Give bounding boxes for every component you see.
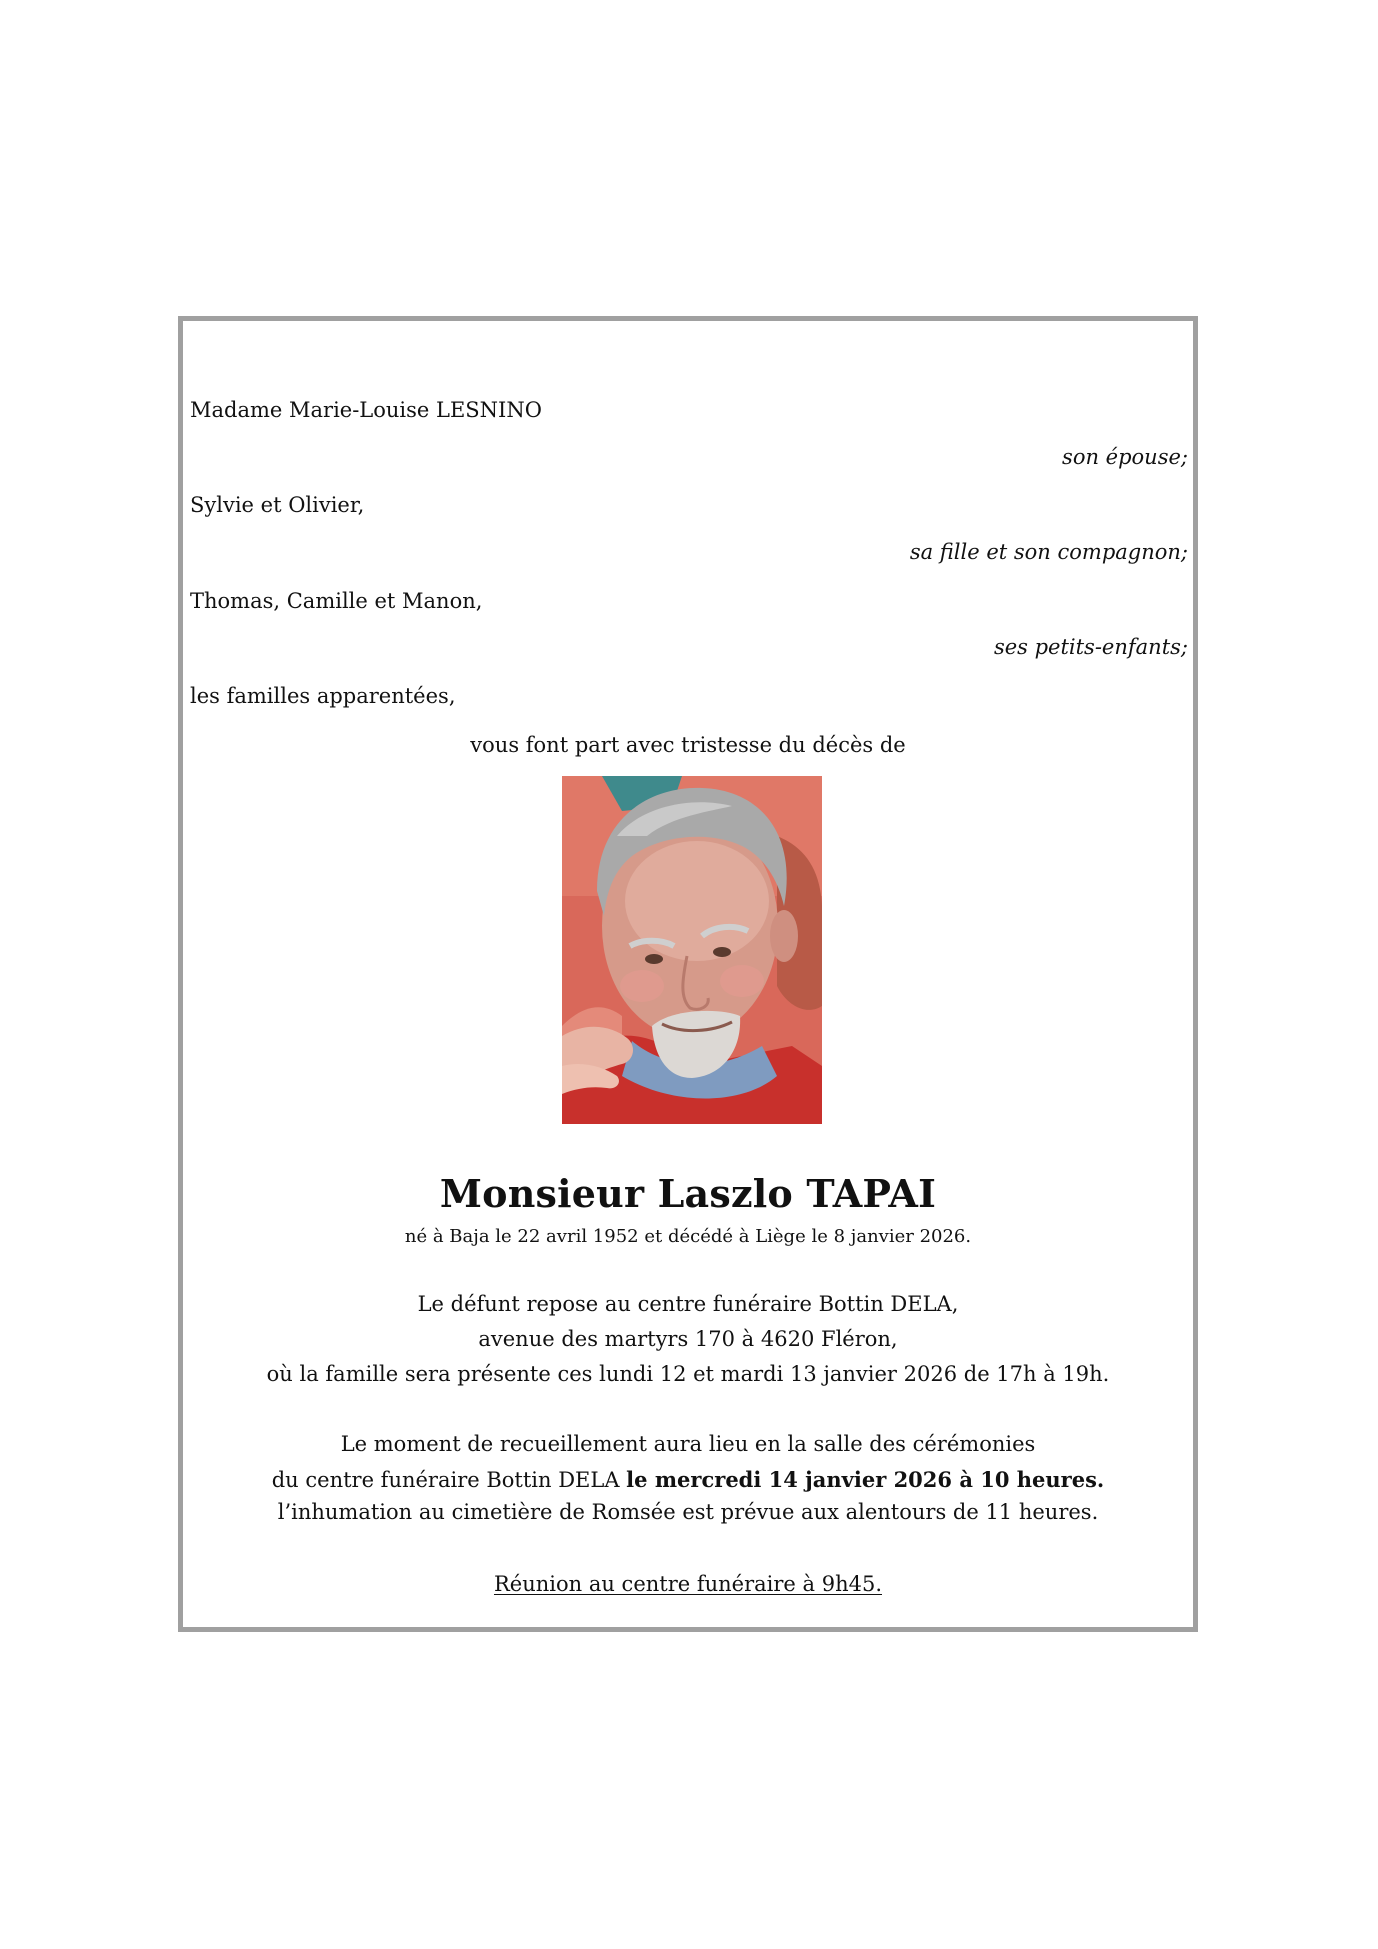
portrait-photo: [562, 776, 822, 1124]
family-grandchildren-name: Thomas, Camille et Manon,: [190, 589, 483, 613]
deceased-name: Monsieur Laszlo TAPAI: [439, 1171, 937, 1216]
ceremony-line-3: l’inhumation au cimetière de Romsée est prévue aux alentours de 11 heures.: [277, 1500, 1099, 1524]
meeting-line: [178, 1574, 1198, 1595]
family-spouse-relation: son épouse;: [1062, 445, 1188, 469]
family-spouse-name: Madame Marie-Louise LESNINO: [190, 398, 542, 422]
ceremony-line-1: Le moment de recueillement aura lieu en la salle des cérémonies: [340, 1432, 1036, 1456]
visitation-line-2: avenue des martyrs 170 à 4620 Fléron,: [478, 1327, 898, 1351]
ceremony-line-2: [178, 1469, 1198, 1491]
ceremony-date-time: le mercredi 14 janvier 2026 à 10 heures.: [626, 1467, 1105, 1492]
visitation-line-1: Le défunt repose au centre funéraire Bottin DELA,: [417, 1292, 959, 1316]
portrait-photo-icon: [562, 776, 822, 1124]
meeting-text: Réunion au centre funéraire à 9h45.: [493, 1572, 882, 1596]
birth-death-line: né à Baja le 22 avril 1952 et décédé à Liège le 8 janvier 2026.: [404, 1226, 972, 1247]
family-daughter-name: Sylvie et Olivier,: [190, 493, 365, 517]
visitation-line-3: où la famille sera présente ces lundi 12 et mardi 13 janvier 2026 de 17h à 19h.: [266, 1362, 1110, 1386]
family-daughter-relation: sa fille et son compagnon;: [909, 540, 1188, 564]
announcement-text: vous font part avec tristesse du décès de: [470, 733, 906, 757]
ceremony-venue: du centre funéraire Bottin DELA: [271, 1468, 627, 1492]
family-relatives: les familles apparentées,: [190, 684, 456, 708]
family-grandchildren-relation: ses petits-enfants;: [993, 635, 1188, 659]
